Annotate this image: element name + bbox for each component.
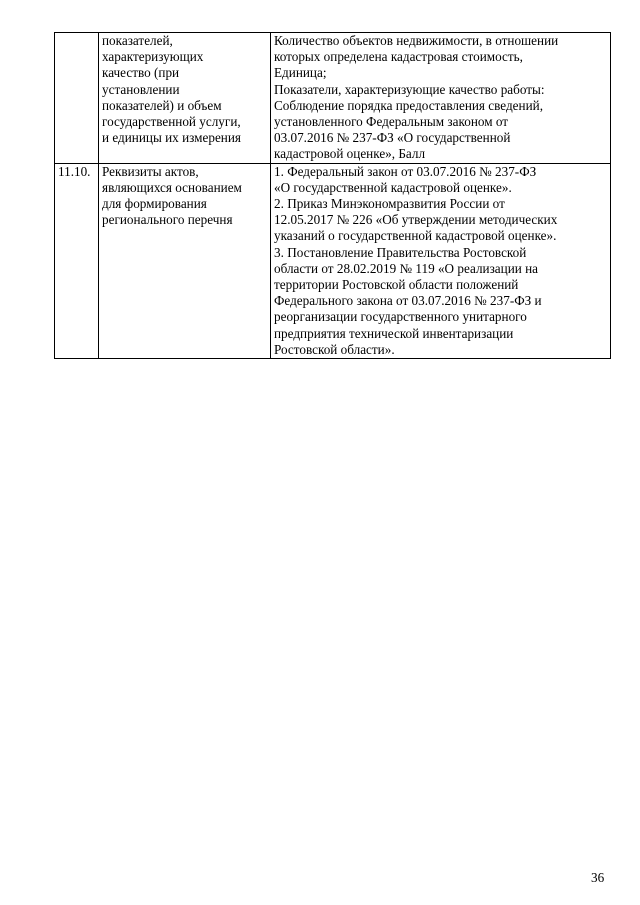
cell-line: Количество объектов недвижимости, в отношении bbox=[274, 33, 559, 48]
cell-line: 12.05.2017 № 226 «Об утверждении методических bbox=[274, 212, 558, 228]
cell-line: государственной услуги, bbox=[102, 114, 241, 130]
acts-list-cell bbox=[271, 163, 611, 358]
cell-line: области от 28.02.2019 № 119 «О реализации на bbox=[274, 260, 539, 276]
list-item bbox=[274, 245, 610, 358]
cell-line: Показатели, характеризующие качество работы: bbox=[274, 81, 545, 97]
cell-line: 3. Постановление Правительства Ростовской bbox=[274, 244, 527, 260]
cell-line: Ростовской области». bbox=[274, 341, 395, 357]
cell-line: 03.07.2016 № 237-ФЗ «О государственной bbox=[274, 130, 511, 146]
acts-list bbox=[274, 164, 610, 358]
row-number-cell bbox=[55, 163, 99, 358]
cell-line: характеризующих bbox=[102, 49, 204, 65]
cell-line: территории Ростовской области положений bbox=[274, 277, 519, 293]
cell-line: регионального перечня bbox=[102, 212, 233, 228]
cell-line: реорганизации государственного унитарного bbox=[274, 309, 527, 325]
list-item bbox=[274, 196, 610, 245]
row-number: 11.10. bbox=[58, 163, 91, 179]
cell-line: для формирования bbox=[102, 196, 207, 212]
cell-line: Единица; bbox=[274, 65, 327, 81]
indicator-value-cell bbox=[271, 33, 611, 164]
cell-line: и единицы их измерения bbox=[102, 130, 241, 146]
indicator-name-cell bbox=[99, 33, 271, 164]
cell-line: установлении bbox=[102, 81, 180, 97]
acts-name-cell bbox=[99, 163, 271, 358]
cell-line: Федерального закона от 03.07.2016 № 237-ФЗ и bbox=[274, 293, 542, 309]
cell-line: Реквизиты актов, bbox=[102, 163, 199, 179]
cell-line: показателей, bbox=[102, 33, 173, 48]
cell-line: которых определена кадастровая стоимость, bbox=[274, 49, 523, 65]
table-row bbox=[55, 33, 611, 164]
row-number-cell bbox=[55, 33, 99, 164]
cell-line: Соблюдение порядка предоставления сведений, bbox=[274, 97, 544, 113]
list-item bbox=[274, 164, 610, 196]
cell-line: «О государственной кадастровой оценке». bbox=[274, 179, 512, 195]
table-row bbox=[55, 163, 611, 358]
cell-line: 2. Приказ Минэкономразвития России от bbox=[274, 196, 505, 212]
cell-line: установленного Федеральным законом от bbox=[274, 114, 509, 130]
page-number: 36 bbox=[591, 870, 605, 885]
cell-line: кадастровой оценке», Балл bbox=[274, 146, 426, 162]
cell-line: предприятия технической инвентаризации bbox=[274, 325, 514, 341]
services-table bbox=[54, 32, 611, 359]
cell-line: указаний о государственной кадастровой оценке». bbox=[274, 228, 557, 244]
cell-line: качество (при bbox=[102, 65, 180, 81]
cell-line: показателей) и объем bbox=[102, 97, 222, 113]
cell-line: являющихся основанием bbox=[102, 179, 242, 195]
cell-line: 1. Федеральный закон от 03.07.2016 № 237-ФЗ bbox=[274, 163, 537, 179]
